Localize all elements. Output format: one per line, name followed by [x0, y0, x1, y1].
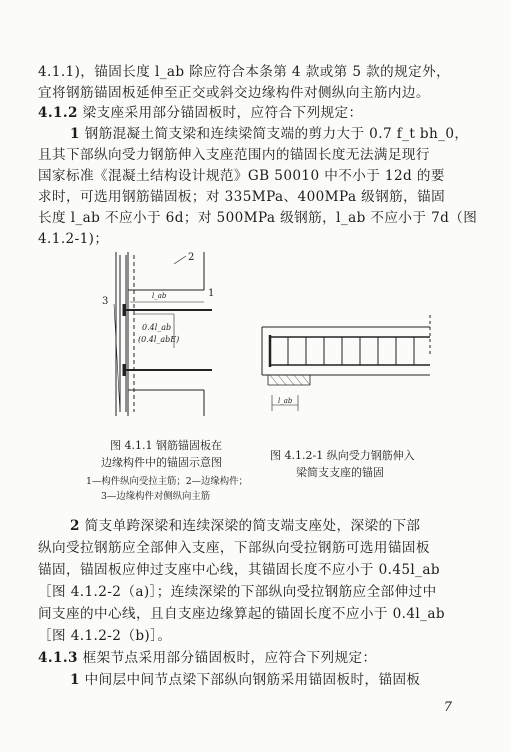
- item-2-line: [70, 517, 510, 535]
- text-line: 求时，可选用钢筋锚固板；对 335MPa、400MPa 级钢筋，锚固: [38, 189, 446, 205]
- dim-label-lab: l_ab: [278, 397, 293, 405]
- text-line: 4.1.2-1)；: [38, 231, 109, 247]
- text-line: 国家标准《混凝土结构设计规范》GB 50010 中不小于 12d 的要: [38, 168, 445, 184]
- item-number: 1: [70, 672, 80, 688]
- text-line: 且其下部纵向受力钢筋伸入支座范围内的锚固长度无法满足现行: [38, 147, 430, 163]
- clause-heading-4-1-3: [38, 649, 478, 667]
- clause-heading-4-1-2: [38, 104, 478, 122]
- item-1-line: [70, 125, 510, 143]
- item-text: 简支单跨深梁和连续深梁的简支端支座处，深梁的下部: [79, 518, 421, 534]
- clause-number: 4.1.3: [38, 650, 78, 666]
- text-line: 锚固，锚固板应伸过支座中心线，其锚固长度不应小于 0.45l_ab: [38, 562, 440, 578]
- dim-label-04lab: 0.4l_ab: [142, 323, 172, 332]
- clause-text: 梁支座采用部分锚固板时，应符合下列规定：: [77, 105, 363, 121]
- page-number: 7: [443, 700, 452, 715]
- figure-4-1-2-1-caption: 图 4.1.2-1 纵向受力钢筋伸入: [270, 449, 415, 462]
- callout-label-1: 1: [208, 288, 215, 299]
- text-line: 4.1.1)，锚固长度 l_ab 除应符合本条第 4 款或第 5 款的规定外，: [38, 64, 451, 80]
- figure-4-1-1-note-2: 3—边缘构件对侧纵向主筋: [101, 491, 211, 502]
- figure-4-1-1-diagram: [94, 252, 242, 417]
- item-text: 中间层中间节点梁下部纵向钢筋采用锚固板时，锚固板: [79, 672, 421, 688]
- figure-4-1-1-caption-line-2: 边缘构件中的锚固示意图: [101, 456, 222, 469]
- figure-4-1-2-1-diagram: [258, 315, 440, 415]
- item-number: 2: [70, 518, 80, 534]
- clause-text: 框架节点采用部分锚固板时，应符合下列规定：: [77, 650, 377, 666]
- text-line: 间支座的中心线，且自支座边缘算起的锚固长度不应小于 0.4l_ab: [38, 606, 445, 622]
- item-1-line: [70, 671, 510, 689]
- text-line: 长度 l_ab 不应小于 6d；对 500MPa 级钢筋，l_ab 不应小于 7d（图: [38, 210, 478, 226]
- figure-4-1-1-caption: 图 4.1.1 钢筋锚固板在: [110, 439, 222, 452]
- callout-label-2: 2: [188, 252, 195, 263]
- text-line: 宜将钢筋锚固板延伸至正交或斜交边缘构件对侧纵向主筋内边。: [38, 85, 430, 101]
- callout-label-3: 3: [102, 296, 109, 307]
- dim-label-lab: l_ab: [152, 292, 167, 300]
- figure-4-1-2-1-caption-line-2: 梁简支支座的锚固: [296, 466, 384, 479]
- item-text: 钢筋混凝土简支梁和连续梁简支端的剪力大于 0.7 f_t bh_0，: [79, 126, 469, 142]
- item-number: 1: [70, 126, 80, 142]
- text-line: ［图 4.1.2-2（a)］；连续深梁的下部纵向受拉钢筋应全部伸过中: [38, 584, 437, 600]
- text-line: 纵向受拉钢筋应全部伸入支座，下部纵向受拉钢筋可选用锚固板: [38, 540, 430, 556]
- figure-4-1-1-note-1: 1—构件纵向受拉主筋；2—边缘构件；: [86, 476, 248, 487]
- dim-label-04labe: (0.4l_abE): [138, 335, 180, 344]
- clause-number: 4.1.2: [38, 105, 78, 121]
- text-line: ［图 4.1.2-2（b)］。: [38, 628, 172, 644]
